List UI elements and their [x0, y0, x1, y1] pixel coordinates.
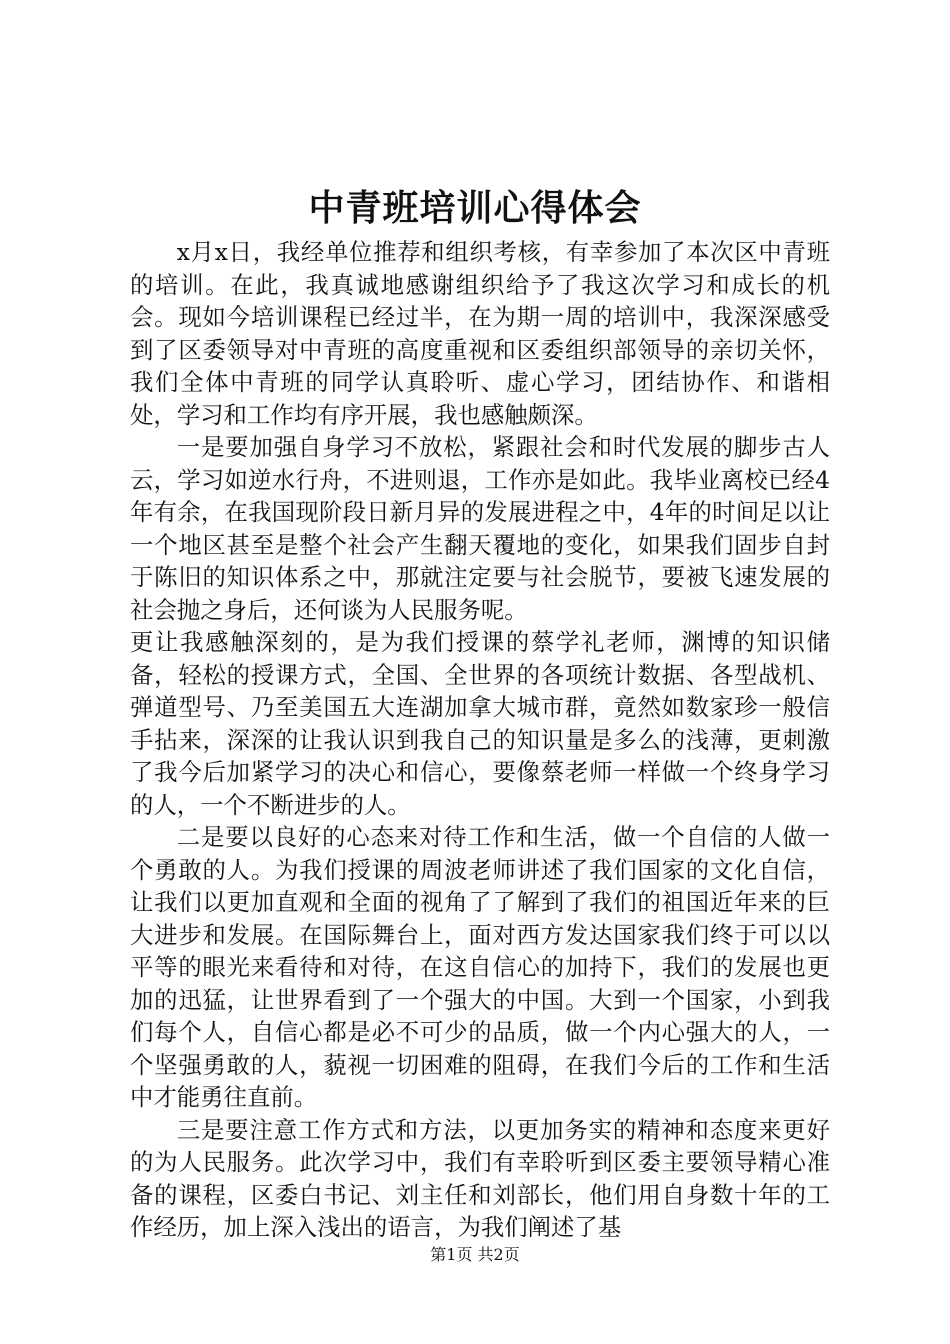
page-number-footer: 第1页 共2页 — [430, 1245, 520, 1264]
paragraph-intro: x月x日，我经单位推荐和组织考核，有幸参加了本次区中青班的培训。在此，我真诚地感谢组织给予了我这次学习和成长的机会。现如今培训课程已经过半，在为期一周的培训中，我深深感受到了区委领导对中青班的高度重视和区委组织部领导的亲切关怀，我们全体中青班的同学认真聆听、虚心学习，团结协作、和谐相处，学习和工作均有序开展，我也感触颇深。 — [130, 238, 830, 429]
document-title: 中青班培训心得体会 — [308, 187, 642, 229]
paragraph-point-three: 三是要注意工作方式和方法，以更加务实的精神和态度来更好的为人民服务。此次学习中，我们有幸聆听到区委主要领导精心准备的课程，区委白书记、刘主任和刘部长，他们用自身数十年的工作经历，加上深入浅出的语言，为我们阐述了基 — [130, 1115, 830, 1241]
paragraph-point-two: 二是要以良好的心态来对待工作和生活，做一个自信的人做一个勇敢的人。为我们授课的周波老师讲述了我们国家的文化自信，让我们以更加直观和全面的视角了了解到了我们的祖国近年来的巨大进步和发展。在国际舞台上，面对西方发达国家我们终于可以以平等的眼光来看待和对待，在这自信心的加持下，我们的发展也更加的迅猛，让世界看到了一个强大的中国。大到一个国家，小到我们每个人，自信心都是必不可少的品质，做一个内心强大的人，一个坚强勇敢的人，藐视一切困难的阻碍，在我们今后的工作和生活中才能勇往直前。 — [130, 823, 830, 1111]
paragraph-point-one: 一是要加强自身学习不放松，紧跟社会和时代发展的脚步古人云，学习如逆水行舟，不进则退，工作亦是如此。我毕业离校已经4年有余，在我国现阶段日新月异的发展进程之中，4年的时间足以让一个地区甚至是整个社会产生翻天覆地的变化，如果我们固步自封于陈旧的知识体系之中，那就注定要与社会脱节，要被飞速发展的社会抛之身后，还何谈为人民服务呢。 — [130, 433, 830, 624]
document-body — [130, 236, 830, 1244]
paragraph-point-one-continued: 更让我感触深刻的，是为我们授课的蔡学礼老师，渊博的知识储备，轻松的授课方式，全国、全世界的各项统计数据、各型战机、弹道型号、乃至美国五大连湖加拿大城市群，竟然如数家珍一般信手拈来，深深的让我认识到我自己的知识量是多么的浅薄，更刺激了我今后加紧学习的决心和信心，要像蔡老师一样做一个终身学习的人，一个不断进步的人。 — [130, 628, 830, 819]
